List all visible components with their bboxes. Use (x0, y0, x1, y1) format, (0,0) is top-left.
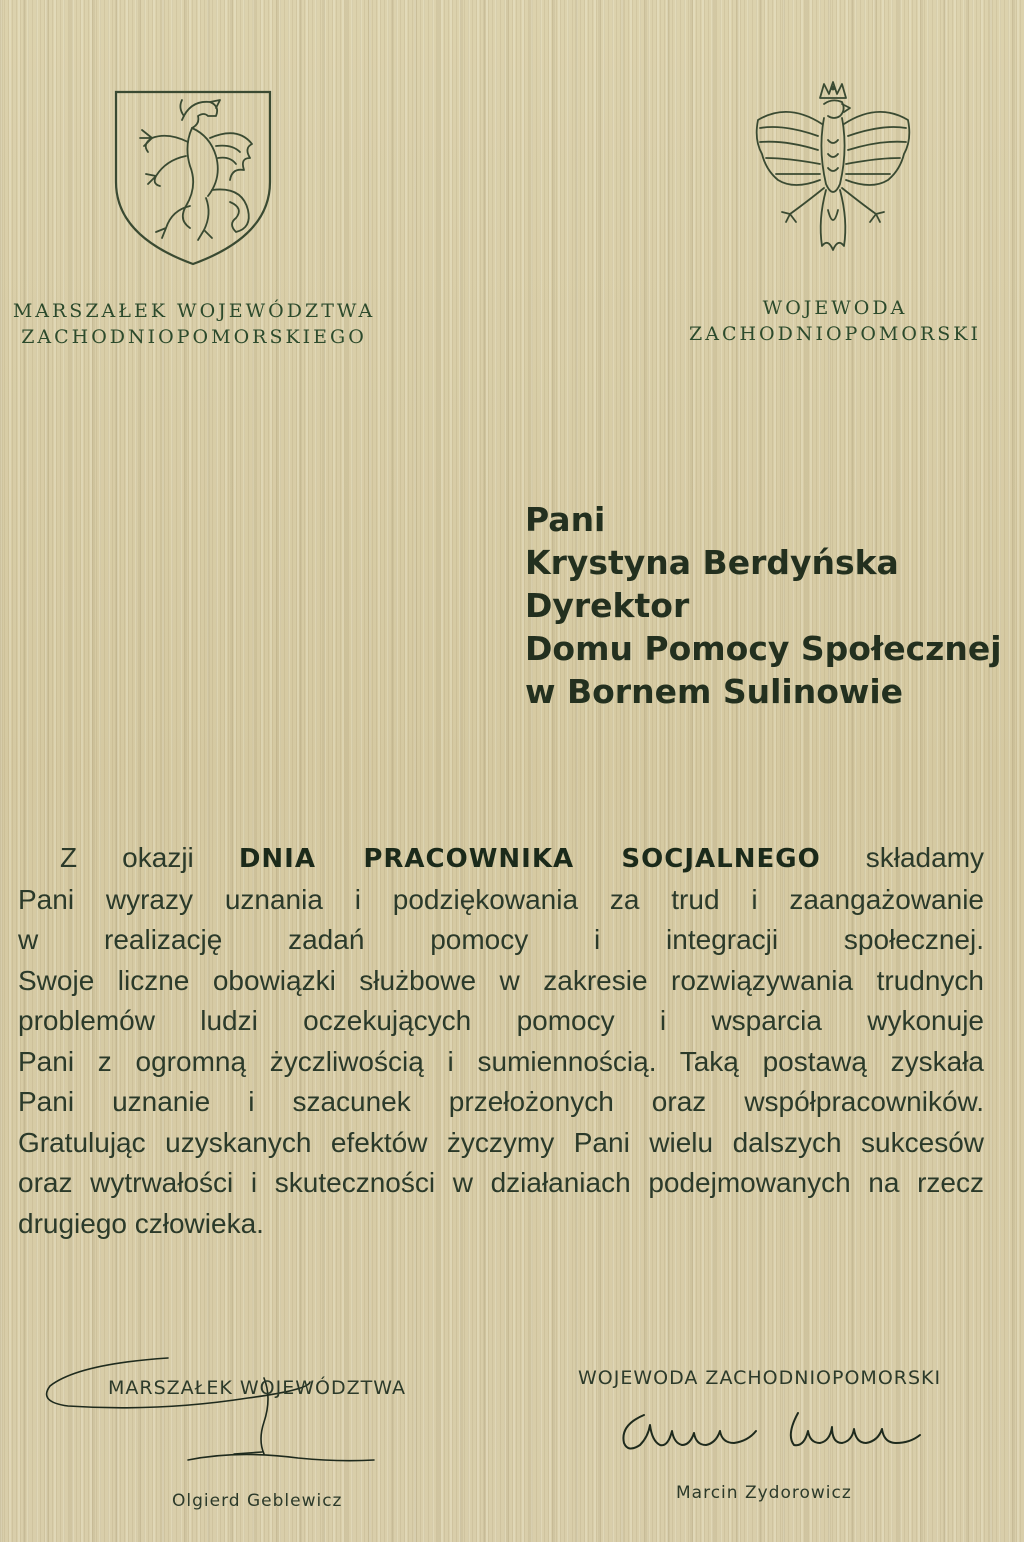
left-signatory-name: Olgierd Geblewicz (172, 1491, 343, 1511)
right-office-heading (660, 295, 1010, 347)
left-signature-icon (38, 1350, 398, 1480)
body-line-8: Gratulując uzyskanych efektów życzymy Pani wielu dalszych sukcesów (18, 1126, 984, 1158)
letter-body (18, 838, 984, 1244)
body-intro: Z okazji (60, 842, 194, 873)
body-line-1 (18, 838, 984, 880)
body-after-occasion: składamy (865, 842, 985, 873)
body-line-10: drugiego człowieka. (18, 1207, 264, 1239)
body-line-6: Pani z ogromną życzliwością i sumiennością. Taką postawą zyskała (18, 1045, 984, 1077)
right-office-line2: ZACHODNIOPOMORSKI (689, 323, 981, 345)
left-office-line2: ZACHODNIOPOMORSKIEGO (21, 326, 367, 348)
addressee-position: Dyrektor (525, 586, 690, 625)
griffin-coat-of-arms-icon (112, 86, 274, 268)
addressee-institution: Domu Pomocy Społecznej (525, 629, 1002, 668)
addressee-name: Krystyna Berdyńska (525, 543, 899, 582)
body-line-3: w realizację zadań pomocy i integracji społecznej. (18, 924, 984, 955)
body-line-5: problemów ludzi oczekujących pomocy i wsparcia wykonuje (18, 1005, 984, 1036)
addressee-location: w Bornem Sulinowie (525, 672, 904, 711)
addressee-block (525, 498, 1005, 713)
body-line-7: Pani uznanie i szacunek przełożonych oraz współpracowników. (18, 1086, 984, 1117)
body-line-2: Pani wyrazy uznania i podziękowania za trud i zaangażowanie (18, 883, 984, 915)
addressee-salutation: Pani (525, 500, 606, 539)
body-line-9: oraz wytrwałości i skuteczności w działaniach podejmowanych na rzecz (18, 1167, 984, 1198)
right-signature-icon (610, 1395, 940, 1475)
white-eagle-emblem-icon (748, 80, 918, 270)
right-office-line1: WOJEWODA (762, 297, 908, 319)
occasion-name: DNIA PRACOWNIKA SOCJALNEGO (238, 844, 821, 874)
body-line-4: Swoje liczne obowiązki służbowe w zakresie rozwiązywania trudnych (18, 964, 984, 996)
left-office-line1: MARSZAŁEK WOJEWÓDZTWA (12, 300, 376, 322)
right-signatory-title: WOJEWODA ZACHODNIOPOMORSKI (578, 1367, 942, 1389)
right-signatory-name: Marcin Zydorowicz (676, 1483, 852, 1503)
left-office-heading (0, 298, 388, 350)
left-signatory-title: MARSZAŁEK WOJEWÓDZTWA (108, 1377, 406, 1399)
